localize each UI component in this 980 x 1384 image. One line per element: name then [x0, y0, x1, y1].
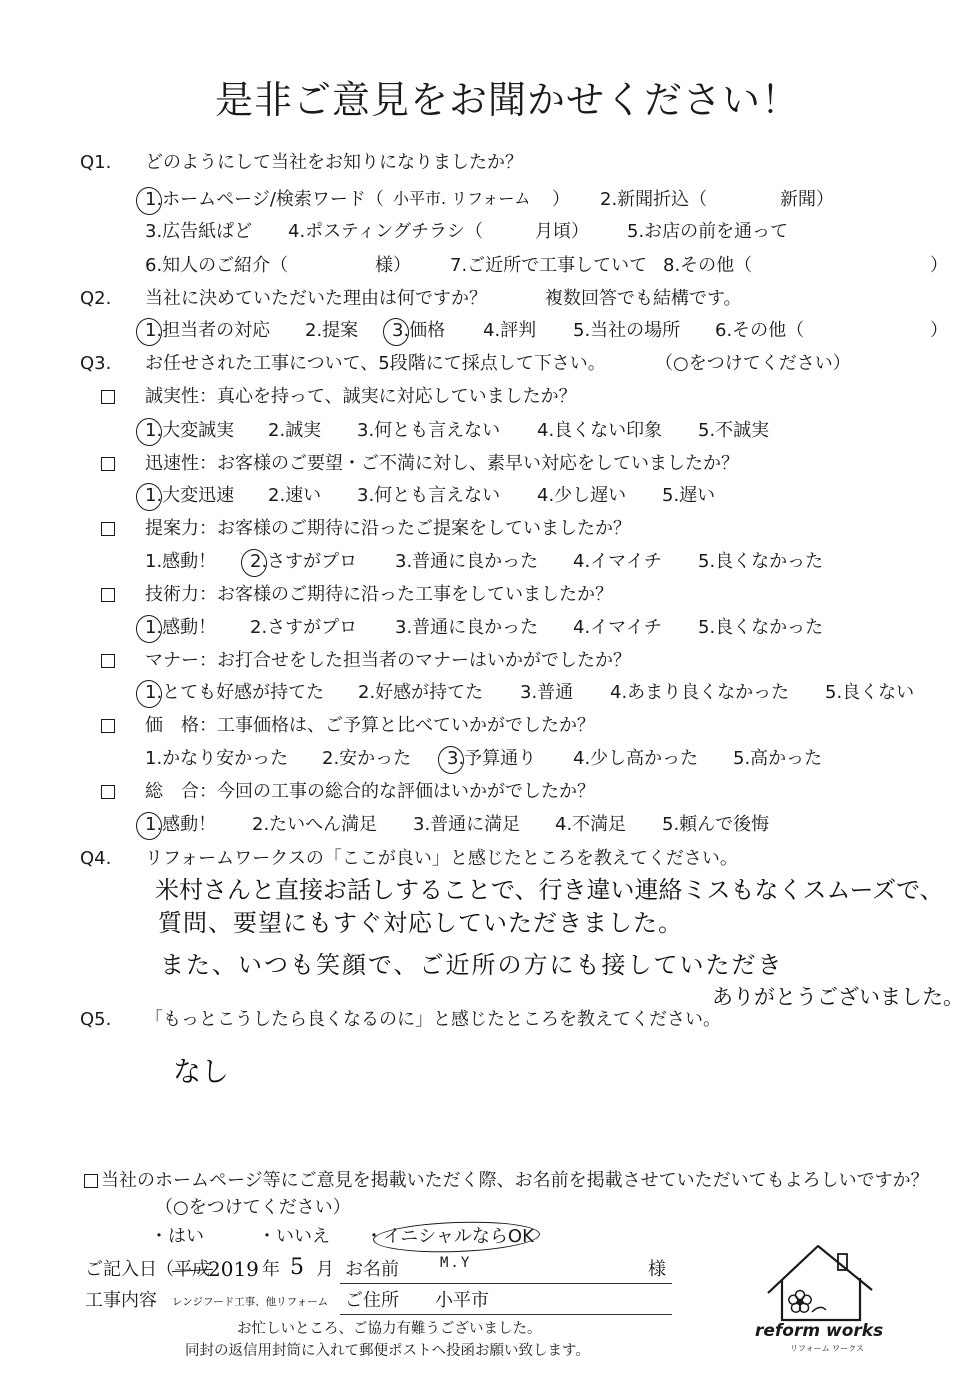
q3-item-5-checkbox: [101, 654, 115, 668]
q4-answer-line-4: ありがとうございました。: [712, 985, 964, 1009]
q4-answer-line-1: 米村さんと直接お話しすることで、行き違い連絡ミスもなくスムーズで、: [155, 876, 944, 904]
permission-option-yes: ・はい: [150, 1226, 204, 1247]
q1-option-2: 2.新聞折込（: [600, 189, 708, 210]
q2-option-6: 6.その他（: [715, 320, 805, 341]
q1-option-4-close: 月頃）: [535, 221, 589, 242]
q3-item-5-option-4: 4.あまり良くなかった: [610, 682, 790, 703]
q3-item-3-question: お客様のご期待に沿ったご提案をしていましたか？: [217, 518, 631, 539]
q5-answer: なし: [173, 1055, 230, 1088]
q3-item-5-row: [145, 652, 631, 670]
q3-item-2-question: お客様のご要望・ご不満に対し、素早い対応をしていましたか？: [217, 453, 739, 474]
date-year-unit: 年: [262, 1259, 280, 1280]
q3-item-1-category: 誠実性：: [145, 386, 217, 407]
q3-item-4-row: [145, 586, 613, 604]
permission-option-initials: ・イニシャルならOK: [365, 1226, 534, 1247]
q3-item-7-question: 今回の工事の総合的な評価はいかがでしたか？: [217, 781, 595, 802]
q1-option-5: 5.お店の前を通って: [627, 221, 789, 242]
q4-answer-line-3: また、いつも笑顔で、ご近所の方にも接していただき: [160, 951, 784, 979]
q3-item-2-option-1: 1.大変迅速: [145, 485, 235, 506]
q2-option-3: 3.価格: [392, 320, 446, 341]
q3-item-3-option-1: 1.感動！: [145, 551, 217, 572]
q3-item-4-question: お客様のご期待に沿った工事をしていましたか？: [217, 584, 613, 605]
name-honorific: 様: [648, 1259, 666, 1280]
q3-item-5-category: マナー：: [145, 650, 217, 671]
q1-option-6-close: 様）: [375, 255, 411, 276]
q3-item-4-option-2: 2.さすがプロ: [250, 617, 358, 638]
name-value: M.Y: [440, 1255, 472, 1271]
q3-item-7-option-4: 4.不満足: [555, 814, 627, 835]
q2-option-6-close: ）: [930, 320, 948, 341]
q4-label: Q4.: [80, 848, 112, 869]
q3-item-6-option-3: 3.予算通り: [447, 748, 537, 769]
q3-item-6-option-5: 5.高かった: [733, 748, 823, 769]
q3-item-1-option-3: 3.何とも言えない: [357, 420, 501, 441]
q3-item-1-checkbox: [101, 390, 115, 404]
q3-item-2-option-5: 5.遅い: [662, 485, 716, 506]
q1-option-1-close: ）: [552, 189, 570, 210]
q5-label: Q5.: [80, 1009, 112, 1030]
q3-item-2-option-3: 3.何とも言えない: [357, 485, 501, 506]
q3-item-7-option-2: 2.たいへん満足: [252, 814, 378, 835]
date-era: 平成: [174, 1259, 210, 1280]
q3-item-1-option-5: 5.不誠実: [698, 420, 770, 441]
q2-option-2: 2.提案: [305, 320, 359, 341]
date-open-paren: （: [156, 1259, 174, 1280]
q3-item-3-row: [145, 520, 631, 538]
q3-item-4-category: 技術力：: [145, 584, 217, 605]
permission-checkbox: [84, 1174, 98, 1188]
q4-answer-line-2: 質問、要望にもすぐ対応していただきました。: [158, 909, 683, 937]
q1-option-2-close: 新聞）: [780, 189, 834, 210]
q3-item-6-option-1: 1.かなり安かった: [145, 748, 289, 769]
q3-item-4-option-1: 1.感動！: [145, 617, 217, 638]
date-month-unit: 月: [316, 1259, 334, 1280]
q3-item-5-option-2: 2.好感が持てた: [358, 682, 484, 703]
q3-item-3-option-3: 3.普通に良かった: [395, 551, 539, 572]
q2-note: 複数回答でも結構です。: [545, 288, 742, 309]
name-underline: [340, 1283, 672, 1284]
q3-item-1-option-2: 2.誠実: [268, 420, 322, 441]
logo-name: reform works: [755, 1321, 884, 1341]
q3-item-1-question: 真心を持って、誠実に対応していましたか？: [217, 386, 577, 407]
date-year: 2019: [208, 1257, 259, 1281]
q3-item-5-option-1: 1.とても好感が持てた: [145, 682, 325, 703]
q1-option-1: 1.ホームページ/検索ワード（: [145, 189, 384, 210]
q2-option-5: 5.当社の場所: [573, 320, 681, 341]
q3-item-6-row: [145, 717, 595, 735]
q3-item-4-option-3: 3.普通に良かった: [395, 617, 539, 638]
q3-item-7-category: 総 合：: [145, 781, 217, 802]
q1-option-4: 4.ポスティングチラシ（: [288, 221, 484, 242]
date-month: 5: [290, 1255, 304, 1280]
q3-item-4-option-5: 5.良くなかった: [698, 617, 824, 638]
q3-item-2-option-4: 4.少し遅い: [537, 485, 627, 506]
q3-item-2-row: [145, 455, 739, 473]
q3-item-4-option-4: 4.イマイチ: [573, 617, 662, 638]
q1-option-6: 6.知人のご紹介（: [145, 255, 289, 276]
q3-item-6-option-2: 2.安かった: [322, 748, 412, 769]
q3-item-6-option-4: 4.少し高かった: [573, 748, 699, 769]
date-label: ご記入日: [85, 1259, 157, 1280]
page-title: 是非ご意見をお聞かせください！: [215, 78, 801, 122]
q3-item-5-option-5: 5.良くない: [825, 682, 915, 703]
q3-question: お任せされた工事について、5段階にて採点して下さい。: [145, 353, 606, 374]
footer-thanks: お忙しいところ、ご協力有難うございました。: [237, 1321, 542, 1337]
q3-item-7-row: [145, 783, 595, 801]
logo-kana: リフォーム ワークス: [790, 1344, 865, 1353]
name-label: お名前: [345, 1259, 399, 1280]
q1-option-8: 8.その他（: [663, 255, 753, 276]
q3-item-5-question: お打合せをした担当者のマナーはいかがでしたか？: [217, 650, 631, 671]
q3-label: Q3.: [80, 353, 112, 374]
q1-option-7: 7.ご近所で工事していて: [450, 255, 648, 276]
q3-item-2-checkbox: [101, 457, 115, 471]
q3-item-5-option-3: 3.普通: [520, 682, 574, 703]
q1-option-8-close: ）: [930, 255, 948, 276]
q1-option-1-answer: 小平市. リフォーム: [393, 189, 531, 208]
q1-label: Q1.: [80, 152, 112, 173]
q3-item-7-option-3: 3.普通に満足: [413, 814, 521, 835]
permission-question: 当社のホームページ等にご意見を掲載いただく際、お名前を掲載させていただいてもよろしいですか？: [101, 1170, 929, 1191]
q2-question: 当社に決めていただいた理由は何ですか？: [145, 288, 487, 309]
work-label: 工事内容: [85, 1290, 157, 1311]
q3-item-2-option-2: 2.速い: [268, 485, 322, 506]
q3-note: （○をつけてください）: [655, 353, 851, 374]
q2-option-4: 4.評判: [483, 320, 537, 341]
address-underline: [340, 1314, 672, 1315]
permission-option-no: ・いいえ: [258, 1226, 330, 1247]
work-value: レンジフード工事、他リフォーム: [172, 1296, 329, 1308]
q4-question: リフォームワークスの「ここが良い」と感じたところを教えてください。: [145, 848, 738, 869]
q3-item-1-option-1: 1.大変誠実: [145, 420, 235, 441]
q3-item-3-checkbox: [101, 522, 115, 536]
q3-item-6-category: 価 格：: [145, 715, 217, 736]
q3-item-7-option-5: 5.頼んで後悔: [662, 814, 770, 835]
house-flower-icon: [760, 1240, 880, 1324]
q2-label: Q2.: [80, 288, 112, 309]
q2-option-1: 1.担当者の対応: [145, 320, 271, 341]
q1-option-3: 3.広告紙ぱど: [145, 221, 253, 242]
permission-note: （○をつけてください）: [155, 1197, 351, 1218]
q3-item-6-checkbox: [101, 719, 115, 733]
q1-question: どのようにして当社をお知りになりましたか？: [145, 152, 523, 173]
q3-item-6-question: 工事価格は、ご予算と比べていかがでしたか？: [217, 715, 595, 736]
q3-item-7-option-1: 1.感動！: [145, 814, 217, 835]
footer-instructions: 同封の返信用封筒に入れて郵便ポストへ投函お願い致します。: [185, 1343, 590, 1359]
q3-item-1-option-4: 4.良くない印象: [537, 420, 663, 441]
q3-item-7-checkbox: [101, 785, 115, 799]
address-value: 小平市: [435, 1290, 489, 1311]
q5-question: 「もっとこうしたら良くなるのに」と感じたところを教えてください。: [145, 1009, 721, 1030]
q3-item-3-option-5: 5.良くなかった: [698, 551, 824, 572]
address-label: ご住所: [345, 1290, 399, 1311]
q3-item-2-category: 迅速性：: [145, 453, 217, 474]
q3-item-4-checkbox: [101, 588, 115, 602]
q3-item-3-category: 提案力：: [145, 518, 217, 539]
q3-item-3-option-4: 4.イマイチ: [573, 551, 662, 572]
q3-item-3-option-2: 2.さすがプロ: [250, 551, 358, 572]
q3-item-1-row: [145, 388, 577, 406]
